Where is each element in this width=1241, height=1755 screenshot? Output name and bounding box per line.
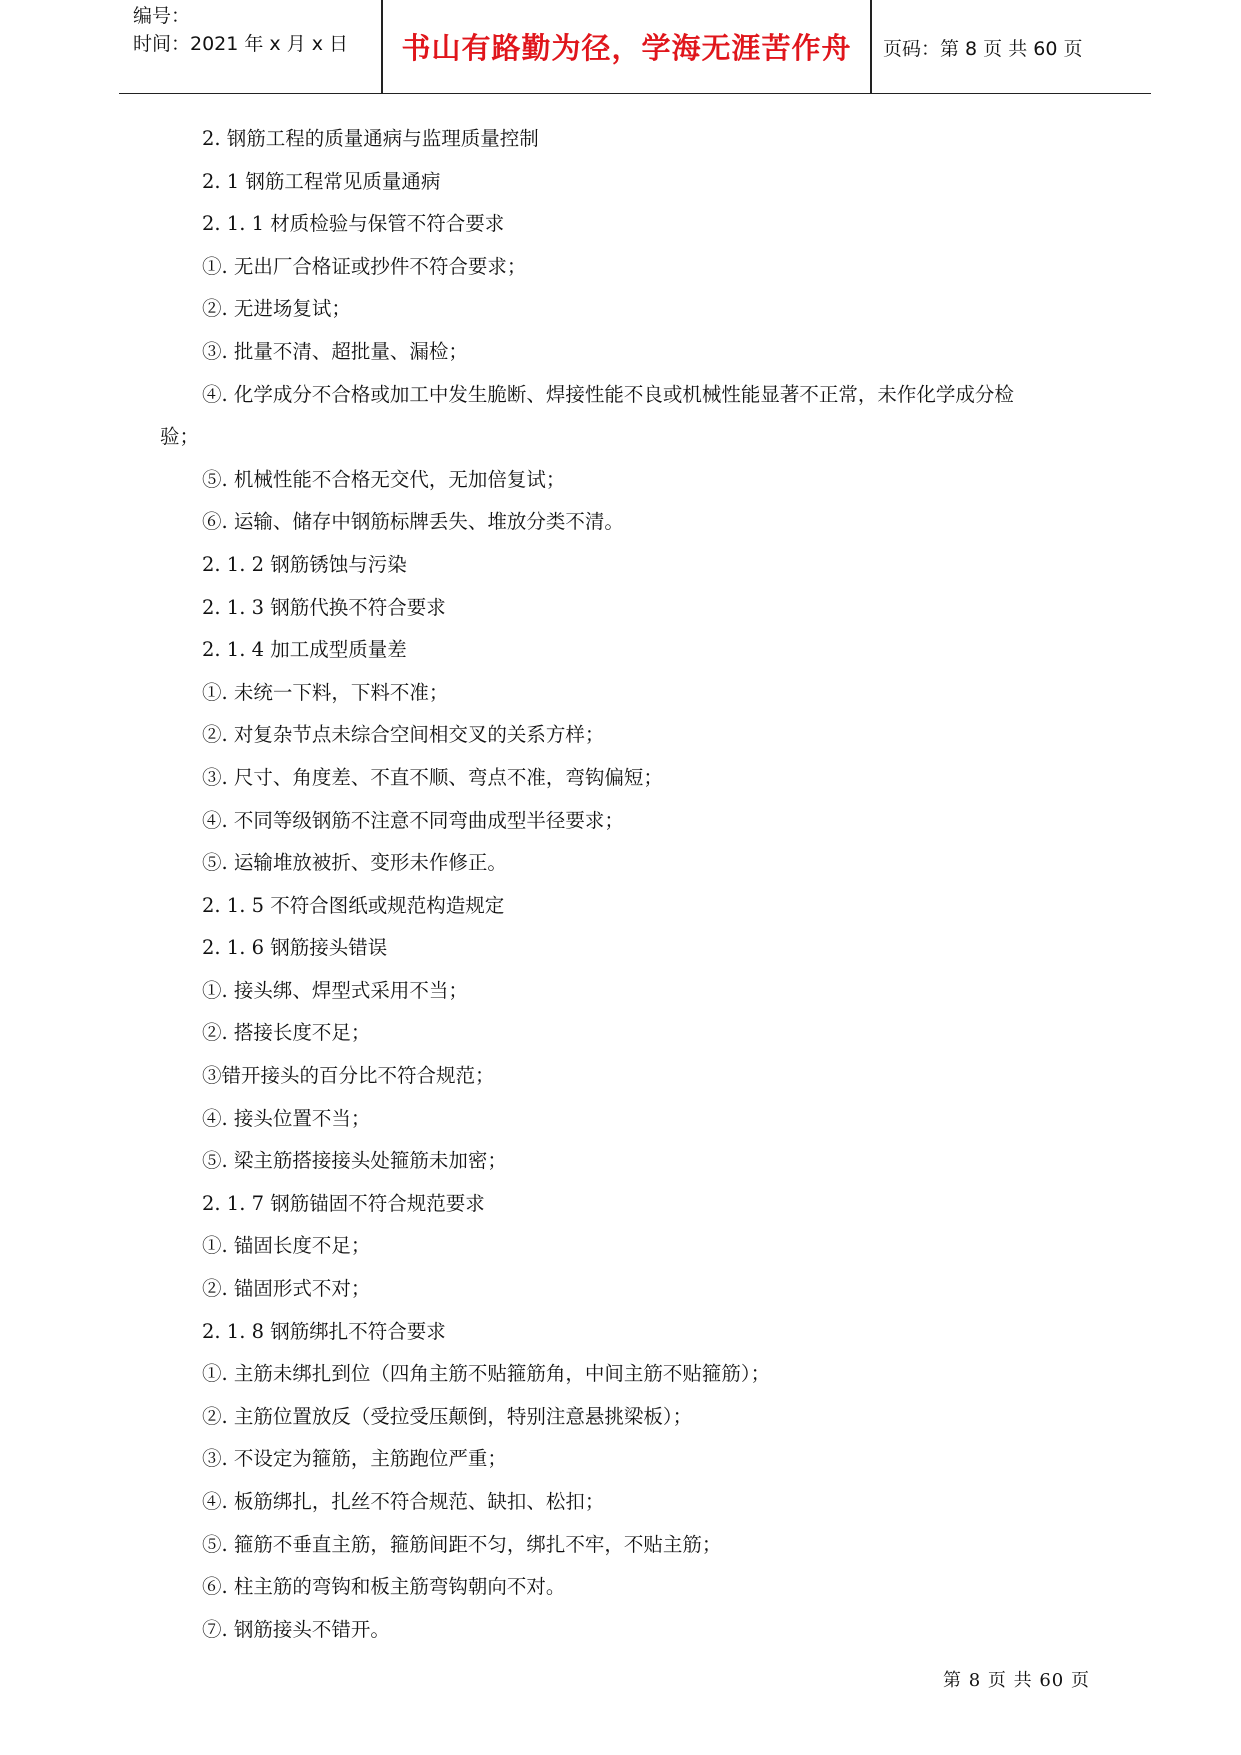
page-footer: 第 8 页 共 60 页: [943, 1670, 1090, 1691]
subsection-heading: 2. 1. 3 钢筋代换不符合要求: [202, 595, 446, 619]
list-item: ③错开接头的百分比不符合规范；: [202, 1064, 495, 1088]
list-item: ④. 化学成分不合格或加工中发生脆断、焊接性能不良或机械性能显著不正常，未作化学成分检: [202, 382, 1014, 406]
subsection-heading: 2. 1. 4 加工成型质量差: [202, 638, 407, 662]
page-header: [119, 0, 1151, 94]
header-meta: [133, 2, 348, 58]
list-item: ①. 接头绑、焊型式采用不当；: [202, 978, 468, 1002]
subsection-heading: 2. 1. 8 钢筋绑扎不符合要求: [202, 1319, 446, 1343]
list-item: ②. 对复杂节点未综合空间相交叉的关系方样；: [202, 723, 605, 747]
list-item: ⑤. 运输堆放被折、变形未作修正。: [202, 851, 507, 875]
list-item: ⑥. 运输、储存中钢筋标牌丢失、堆放分类不清。: [202, 510, 624, 534]
document-number-label: 编号：: [133, 5, 191, 27]
subsection-heading: 2. 1. 7 钢筋锚固不符合规范要求: [202, 1191, 485, 1215]
document-date-label: 时间：2021 年 x 月 x 日: [133, 33, 349, 55]
list-item: ②. 锚固形式不对；: [202, 1277, 371, 1301]
list-item: ③. 尺寸、角度差、不直不顺、弯点不准，弯钩偏短；: [202, 765, 663, 789]
list-item: ③. 不设定为箍筋，主筋跑位严重；: [202, 1447, 507, 1471]
list-item: ②. 主筋位置放反（受拉受压颠倒，特别注意悬挑梁板）；: [202, 1404, 693, 1428]
list-item: ⑥. 柱主筋的弯钩和板主筋弯钩朝向不对。: [202, 1575, 566, 1599]
list-item: ④. 板筋绑扎，扎丝不符合规范、缺扣、松扣；: [202, 1490, 605, 1513]
list-item: ②. 无进场复试；: [202, 297, 351, 321]
list-item-continuation: 验；: [160, 425, 200, 449]
section-heading: 2. 钢筋工程的质量通病与监理质量控制: [202, 127, 539, 150]
list-item: ⑤. 梁主筋搭接接头处箍筋未加密；: [202, 1149, 507, 1173]
subsection-heading: 2. 1. 1 材质检验与保管不符合要求: [202, 212, 505, 236]
list-item: ⑦. 钢筋接头不错开。: [202, 1617, 390, 1641]
header-divider: [870, 0, 872, 93]
list-item: ⑤. 箍筋不垂直主筋，箍筋间距不匀，绑扎不牢，不贴主筋；: [202, 1532, 722, 1556]
subsection-heading: 2. 1 钢筋工程常见质量通病: [202, 169, 441, 193]
subsection-heading: 2. 1. 5 不符合图纸或规范构造规定: [202, 893, 505, 917]
subsection-heading: 2. 1. 2 钢筋锈蚀与污染: [202, 552, 407, 576]
list-item: ④. 接头位置不当；: [202, 1106, 371, 1130]
document-body: [160, 118, 1120, 1651]
header-motto: 书山有路勤为径，学海无涯苦作舟: [401, 31, 852, 65]
subsection-heading: 2. 1. 6 钢筋接头错误: [202, 936, 388, 960]
list-item: ①. 无出厂合格证或抄件不符合要求；: [202, 254, 527, 278]
list-item: ①. 主筋未绑扎到位（四角主筋不贴箍筋角，中间主筋不贴箍筋）；: [202, 1362, 771, 1386]
list-item: ①. 锚固长度不足；: [202, 1234, 371, 1258]
list-item: ③. 批量不清、超批量、漏检；: [202, 339, 468, 363]
list-item: ⑤. 机械性能不合格无交代，无加倍复试；: [202, 467, 566, 491]
header-page-number: 页码：第 8 页 共 60 页: [883, 38, 1083, 60]
list-item: ④. 不同等级钢筋不注意不同弯曲成型半径要求；: [202, 808, 624, 832]
list-item: ②. 搭接长度不足；: [202, 1021, 371, 1045]
list-item: ①. 未统一下料，下料不准；: [202, 680, 449, 704]
